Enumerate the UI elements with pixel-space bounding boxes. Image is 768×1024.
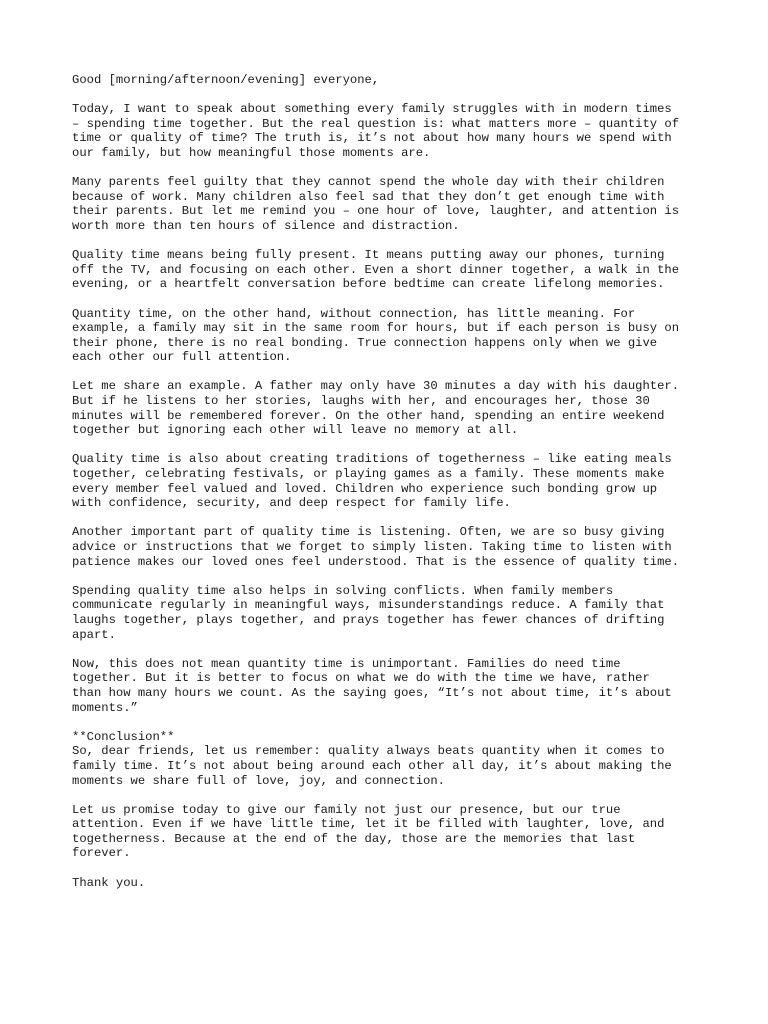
paragraph — [72, 452, 712, 510]
paragraph — [72, 657, 712, 715]
text-line: Spending quality time also helps in solving conflicts. When family members — [72, 583, 614, 598]
text-line: family time. It’s not about being around each other all day, it’s about making the — [72, 758, 672, 773]
paragraph — [72, 379, 712, 437]
text-line: each other our full attention. — [72, 350, 292, 365]
text-line: with confidence, security, and deep respect for family life. — [72, 496, 511, 511]
text-line: forever. — [72, 846, 131, 861]
paragraph — [72, 307, 712, 365]
text-line: Many parents feel guilty that they cannot spend the whole day with their children — [72, 175, 665, 190]
text-line: worth more than ten hours of silence and distraction. — [72, 218, 460, 233]
text-line: Now, this does not mean quantity time is unimportant. Families do need time — [72, 656, 621, 671]
text-line: together but ignoring each other will leave no memory at all. — [72, 423, 519, 438]
text-line: apart. — [72, 627, 116, 642]
text-line: – spending time together. But the real question is: what matters more – quantity of — [72, 116, 680, 131]
text-line: So, dear friends, let us remember: quality always beats quantity when it comes to — [72, 744, 665, 759]
text-line: togetherness. Because at the end of the day, those are the memories that last — [72, 831, 636, 846]
text-line: Quality time is also about creating traditions of togetherness – like eating meals — [72, 452, 672, 467]
text-line: Quality time means being fully present. It means putting away our phones, turning — [72, 248, 665, 263]
text-line: minutes will be remembered forever. On the other hand, spending an entire weekend — [72, 408, 665, 423]
text-line: together. But it is better to focus on what we do with the time we have, rather — [72, 671, 650, 686]
text-line: communicate regularly in meaningful ways, misunderstandings reduce. A family that — [72, 598, 665, 613]
text-line: time or quality of time? The truth is, it’s not about how many hours we spend with — [72, 131, 672, 146]
paragraph — [72, 584, 712, 642]
paragraph — [72, 175, 712, 233]
text-line: **Conclusion** — [72, 729, 175, 744]
text-line: patience makes our loved ones feel understood. That is the essence of quality time. — [72, 554, 680, 569]
paragraph — [72, 730, 712, 788]
document-page — [72, 73, 712, 905]
text-line: evening, or a heartfelt conversation before bedtime can create lifelong memories. — [72, 277, 665, 292]
paragraph — [72, 525, 712, 569]
paragraph — [72, 248, 712, 292]
text-line: example, a family may sit in the same room for hours, but if each person is busy on — [72, 321, 680, 336]
text-line: because of work. Many children also feel sad that they don’t get enough time with — [72, 189, 665, 204]
text-line: together, celebrating festivals, or playing games as a family. These moments make — [72, 467, 665, 482]
paragraph — [72, 102, 712, 160]
text-line: every member feel valued and loved. Children who experience such bonding grow up — [72, 481, 658, 496]
text-line: Thank you. — [72, 875, 146, 890]
text-line: laughs together, plays together, and prays together has fewer chances of drifting — [72, 612, 665, 627]
text-line: Let me share an example. A father may only have 30 minutes a day with his daughter. — [72, 379, 680, 394]
text-line: off the TV, and focusing on each other. Even a short dinner together, a walk in the — [72, 262, 680, 277]
text-line: Today, I want to speak about something every family struggles with in modern times — [72, 102, 672, 117]
text-line: But if he listens to her stories, laughs with her, and encourages her, those 30 — [72, 394, 650, 409]
text-line: our family, but how meaningful those moments are. — [72, 145, 431, 160]
text-line: attention. Even if we have little time, let it be filled with laughter, love, and — [72, 817, 665, 832]
text-line: Another important part of quality time is listening. Often, we are so busy giving — [72, 525, 665, 540]
paragraph — [72, 876, 712, 891]
text-line: Quantity time, on the other hand, without connection, has little meaning. For — [72, 306, 636, 321]
text-line: advice or instructions that we forget to simply listen. Taking time to listen with — [72, 540, 672, 554]
text-line: their phone, there is no real bonding. True connection happens only when we give — [72, 335, 658, 350]
paragraph — [72, 73, 712, 88]
paragraph — [72, 803, 712, 861]
text-line: Good [morning/afternoon/evening] everyone, — [72, 73, 380, 87]
text-line: than how many hours we count. As the saying goes, “It’s not about time, it’s about — [72, 685, 672, 700]
text-line: Let us promise today to give our family not just our presence, but our true — [72, 802, 621, 817]
text-line: their parents. But let me remind you – one hour of love, laughter, and attention is — [72, 204, 680, 219]
text-line: moments.” — [72, 700, 138, 715]
text-line: moments we share full of love, joy, and connection. — [72, 773, 445, 788]
